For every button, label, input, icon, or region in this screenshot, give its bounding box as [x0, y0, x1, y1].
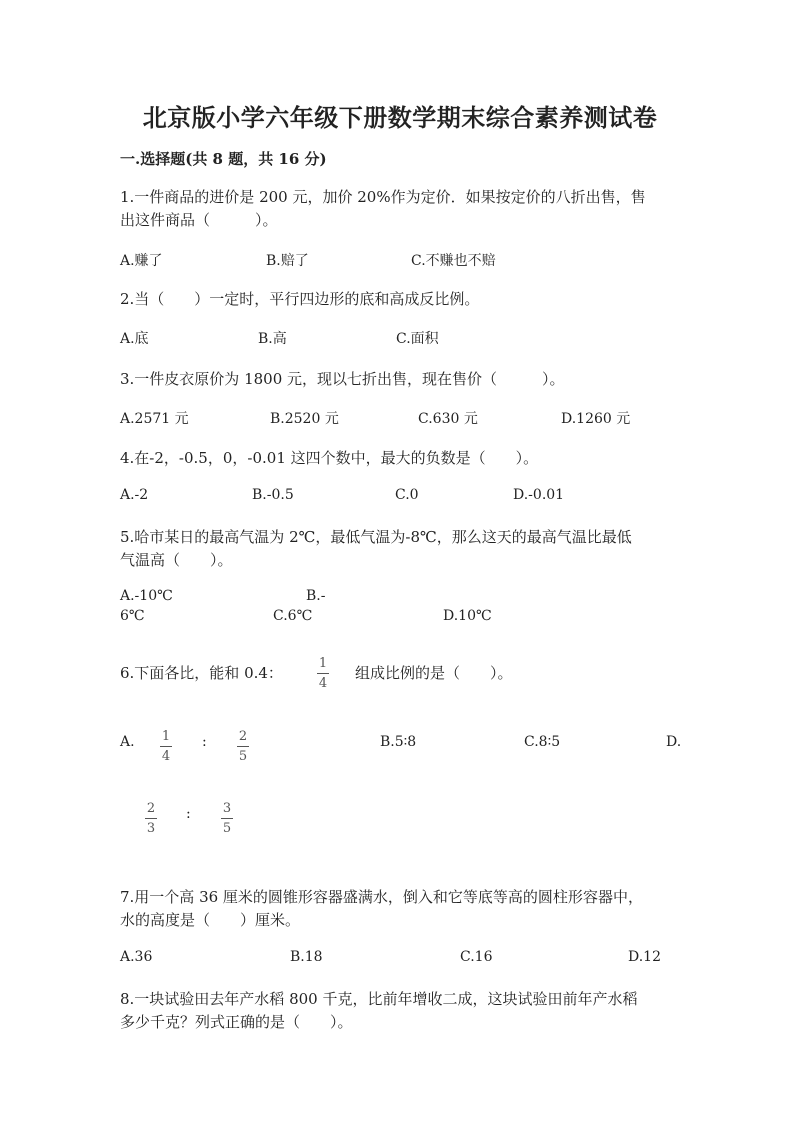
page-title: 北京版小学六年级下册数学期末综合素养测试卷	[142, 103, 658, 132]
question-8-line-2: 多少千克？列式正确的是（ ）。	[120, 1013, 353, 1031]
question-6-prefix: 6.下面各比，能和 0.4：	[120, 664, 283, 682]
question-7-line-1: 7.用一个高 36 厘米的圆锥形容器盛满水，倒入和它等底等高的圆柱形容器中，	[120, 888, 643, 906]
q1-option-c: C.不赚也不赔	[411, 253, 496, 269]
q6-option-d-label: D.	[666, 734, 682, 750]
q4-option-a: A.-2	[120, 487, 149, 503]
question-7-line-2: 水的高度是（ ）厘米。	[120, 911, 301, 929]
q7-option-d: D.12	[628, 949, 661, 965]
fraction-bar	[317, 673, 329, 674]
q5-option-c: C.6℃	[273, 608, 313, 624]
fraction-denominator: 5	[238, 749, 248, 764]
q6-option-d-fraction-2	[221, 801, 233, 836]
question-3-line-1: 3.一件皮衣原价为 1800 元，现以七折出售，现在售价（ ）。	[120, 370, 565, 388]
q6-option-c: C.8∶5	[524, 734, 561, 750]
q6-option-d-colon: :	[186, 806, 191, 822]
q5-option-b-part-1: B.-	[306, 588, 326, 604]
question-4-line-1: 4.在-2，-0.5，0，-0.01 这四个数中，最大的负数是（ ）。	[120, 449, 539, 467]
q7-option-c: C.16	[460, 949, 493, 965]
q6-option-a-label: A.	[120, 734, 135, 750]
q6-option-d-fraction-1	[145, 801, 157, 836]
q7-option-b: B.18	[290, 949, 323, 965]
q5-option-a: A.-10℃	[120, 588, 173, 604]
q1-option-b: B.赔了	[266, 253, 309, 269]
fraction-denominator: 4	[161, 749, 171, 764]
q2-option-b: B.高	[258, 331, 287, 347]
q3-option-c: C.630 元	[418, 411, 478, 427]
fraction-numerator: 1	[161, 729, 171, 744]
fraction-bar	[237, 746, 249, 747]
question-6-suffix: 组成比例的是（ ）。	[355, 664, 513, 682]
question-5-line-1: 5.哈市某日的最高气温为 2℃，最低气温为-8℃，那么这天的最高气温比最低	[120, 528, 632, 546]
fraction-bar	[145, 818, 157, 819]
q6-option-b: B.5∶8	[380, 734, 417, 750]
q5-option-d: D.10℃	[443, 608, 492, 624]
q6-fraction	[317, 656, 329, 691]
fraction-numerator: 2	[238, 729, 248, 744]
fraction-bar	[160, 746, 172, 747]
q4-option-c: C.0	[395, 487, 419, 503]
q6-option-a-fraction-1	[160, 729, 172, 764]
q1-option-a: A.赚了	[120, 253, 163, 269]
fraction-numerator: 2	[146, 801, 156, 816]
q7-option-a: A.36	[120, 949, 153, 965]
q3-option-d: D.1260 元	[561, 411, 631, 427]
question-1-line-2: 出这件商品（ ）。	[120, 211, 278, 229]
fraction-denominator: 5	[222, 821, 232, 836]
question-5-line-2: 气温高（ ）。	[120, 551, 233, 569]
fraction-denominator: 3	[146, 821, 156, 836]
fraction-denominator: 4	[318, 676, 328, 691]
q2-option-a: A.底	[120, 331, 149, 347]
q3-option-b: B.2520 元	[270, 411, 339, 427]
q3-option-a: A.2571 元	[120, 411, 189, 427]
fraction-numerator: 1	[318, 656, 328, 671]
section-heading: 一.选择题(共 8 题，共 16 分)	[120, 150, 327, 168]
fraction-bar	[221, 818, 233, 819]
q4-option-d: D.-0.01	[513, 487, 565, 503]
q5-option-b-part-2: 6℃	[120, 608, 145, 624]
question-8-line-1: 8.一块试验田去年产水稻 800 千克，比前年增收二成，这块试验田前年产水稻	[120, 990, 638, 1008]
q2-option-c: C.面积	[396, 331, 439, 347]
question-2-line-1: 2.当（ ）一定时，平行四边形的底和高成反比例。	[120, 290, 480, 308]
q6-option-a-fraction-2	[237, 729, 249, 764]
question-1-line-1: 1.一件商品的进价是 200 元，加价 20%作为定价．如果按定价的八折出售，售	[120, 188, 646, 206]
q6-option-a-colon: :	[202, 734, 207, 750]
q4-option-b: B.-0.5	[252, 487, 294, 503]
fraction-numerator: 3	[222, 801, 232, 816]
